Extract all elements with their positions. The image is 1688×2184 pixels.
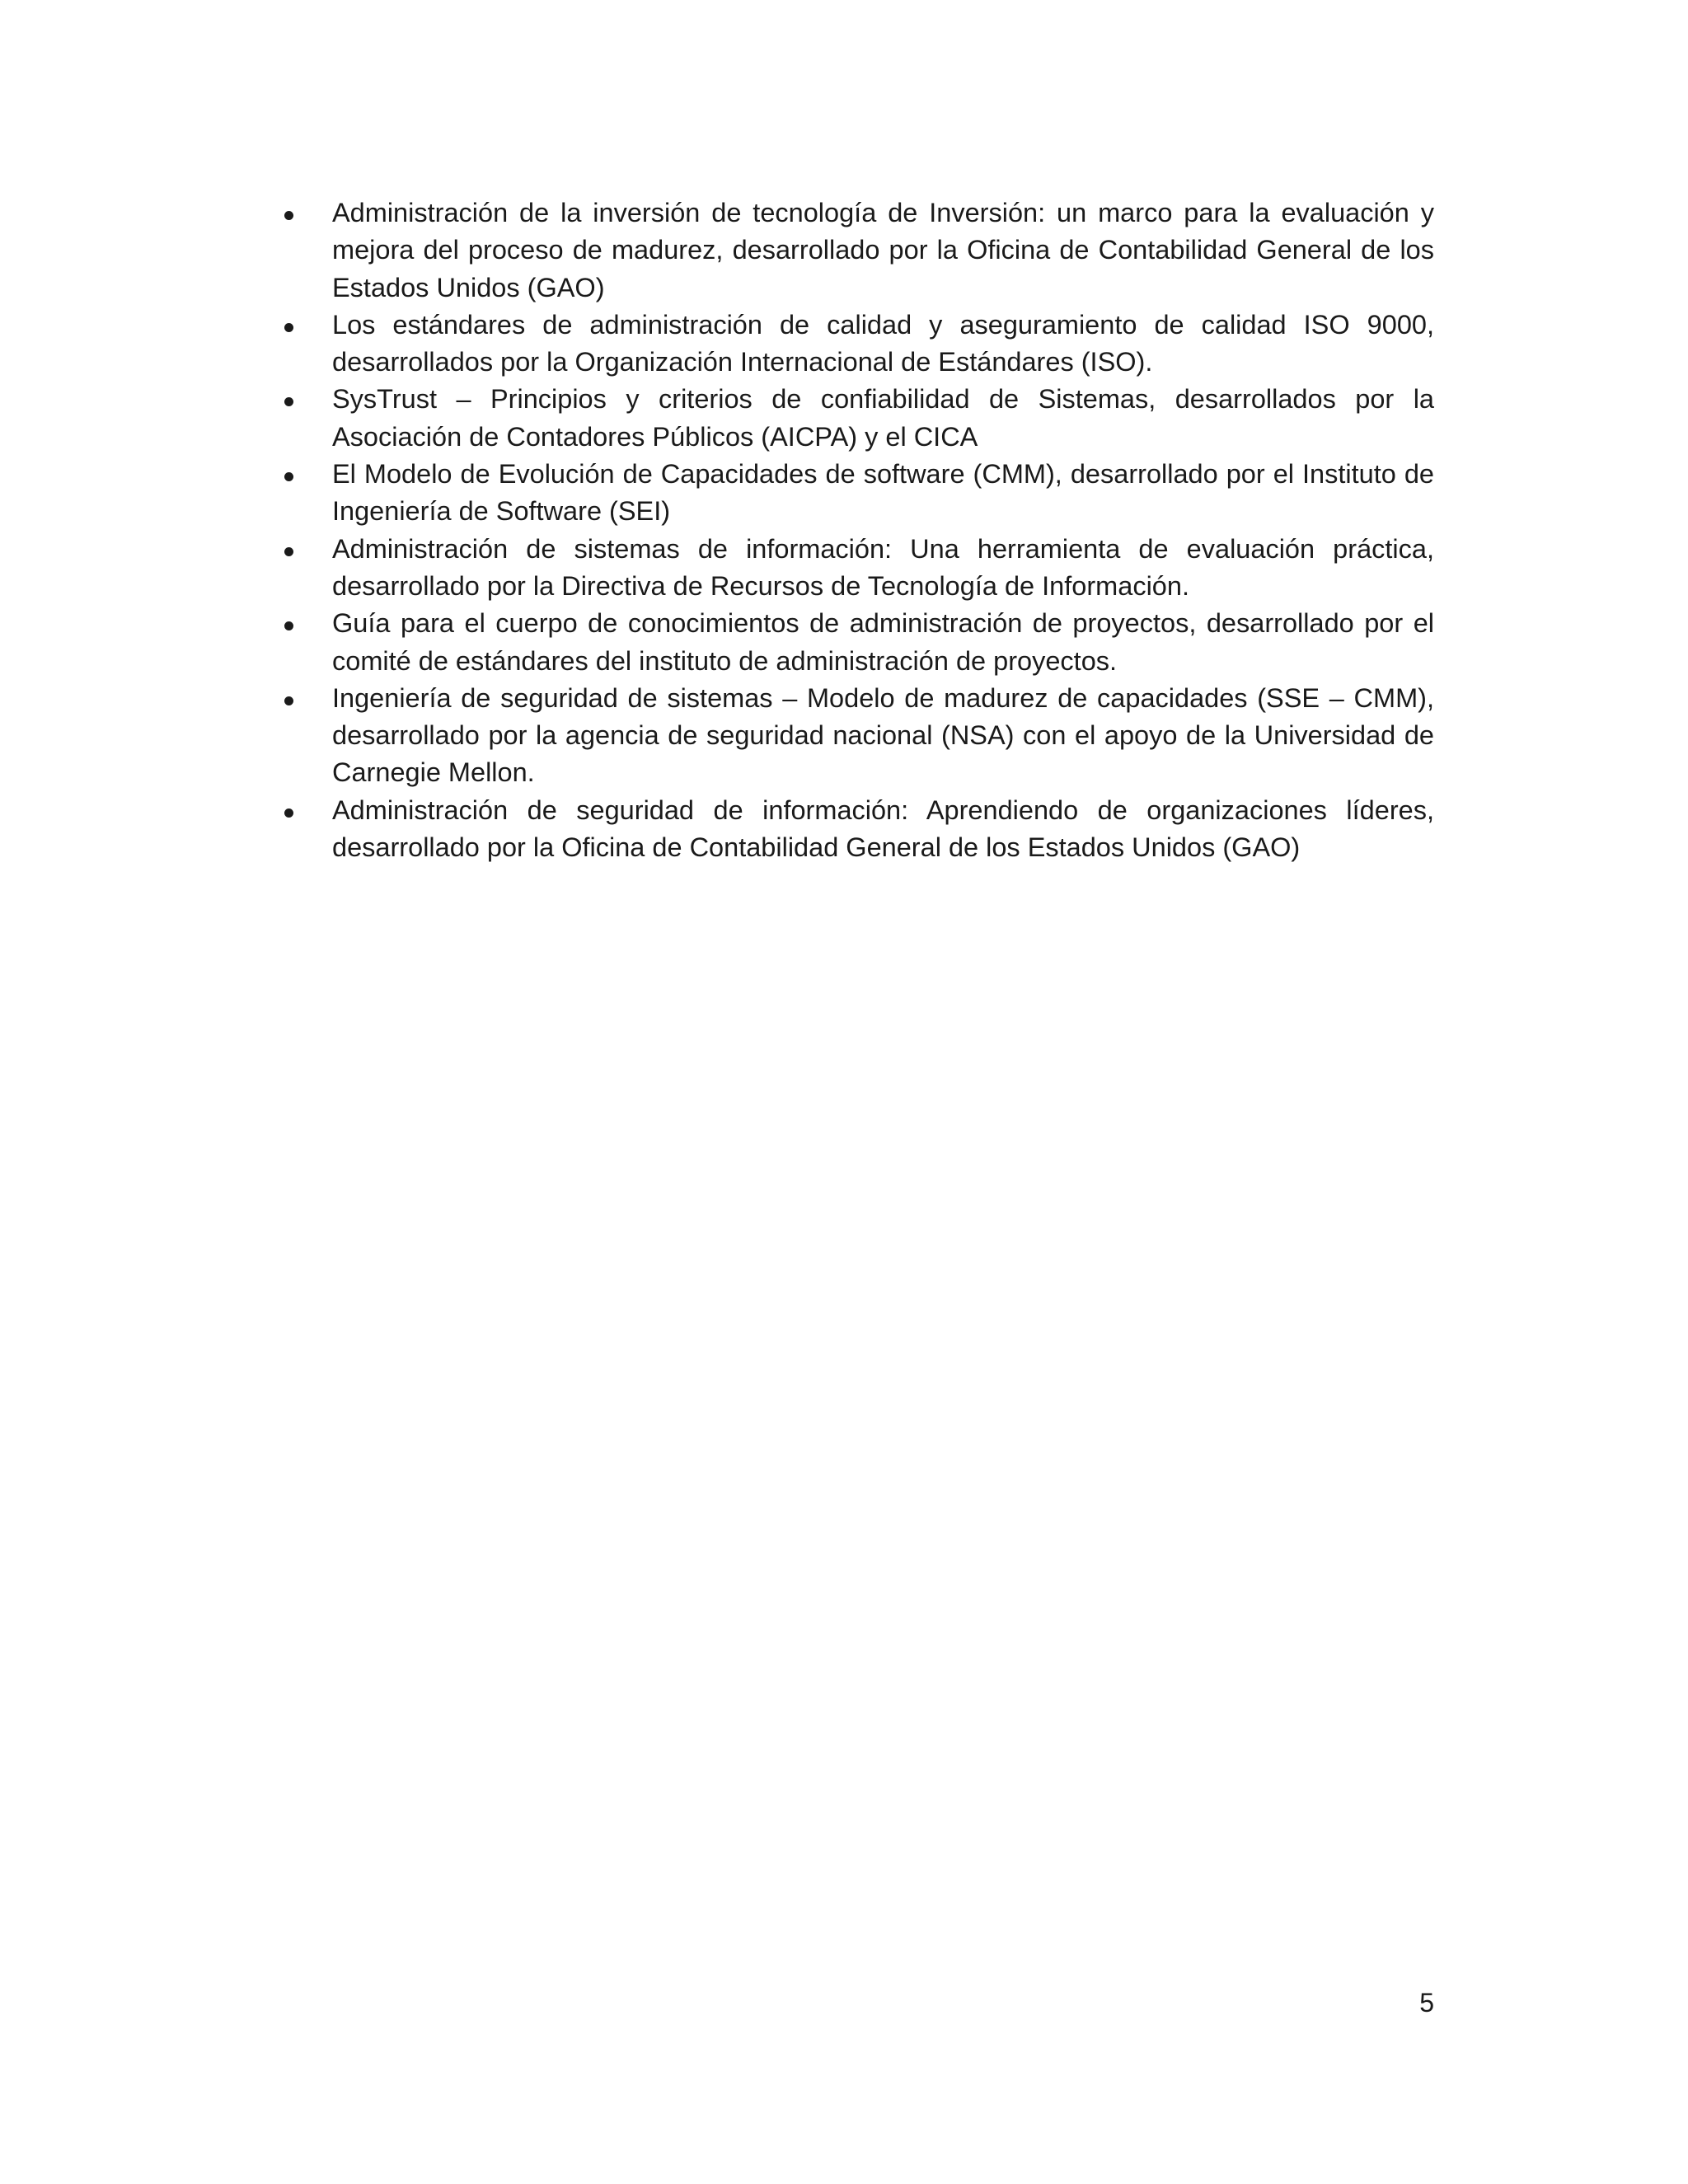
- list-item: [280, 792, 1434, 867]
- list-item-text: Ingeniería de seguridad de sistemas – Modelo de madurez de capacidades (SSE – CMM), desarrollado por la agencia de seguridad nacional (NSA) con el apoyo de la Universidad de Carnegie Mellon.: [332, 682, 1434, 788]
- bullet-icon: [284, 211, 293, 220]
- list-item: [280, 680, 1434, 792]
- list-item-text: Administración de sistemas de información: Una herramienta de evaluación práctica, desarrollado por la Directiva de Recursos de Tecnología de Información.: [332, 533, 1434, 601]
- list-item-text: Administración de seguridad de información: Aprendiendo de organizaciones líderes, desarrollado por la Oficina de Contabilidad General de los Estados Unidos (GAO): [332, 794, 1434, 863]
- bullet-icon: [284, 323, 293, 332]
- list-item: [280, 456, 1434, 531]
- bullet-icon: [284, 808, 293, 818]
- list-item-text: Guía para el cuerpo de conocimientos de administración de proyectos, desarrollado por el comité de estándares del instituto de administración de proyectos.: [332, 608, 1434, 676]
- bullet-icon: [284, 696, 293, 705]
- list-item-text: El Modelo de Evolución de Capacidades de software (CMM), desarrollado por el Instituto de Ingeniería de Software (SEI): [332, 459, 1434, 527]
- bullet-icon: [284, 547, 293, 556]
- list-item-text: SysTrust – Principios y criterios de confiabilidad de Sistemas, desarrollados por la Asociación de Contadores Públicos (AICPA) y el CICA: [332, 384, 1434, 452]
- list-item-text: Los estándares de administración de calidad y aseguramiento de calidad ISO 9000, desarrollados por la Organización Internacional de Estándares (ISO).: [332, 309, 1434, 377]
- bullet-list: [280, 194, 1434, 866]
- bullet-icon: [284, 621, 293, 630]
- list-item: [280, 381, 1434, 456]
- page-number: 5: [1419, 1988, 1434, 2018]
- list-item: [280, 531, 1434, 606]
- list-item-text: Administración de la inversión de tecnología de Inversión: un marco para la evaluación y mejora del proceso de madurez, desarrollado por la Oficina de Contabilidad General de los Estados Unidos (GAO): [332, 198, 1434, 302]
- list-item: [280, 307, 1434, 382]
- bullet-icon: [284, 397, 293, 406]
- bullet-icon: [284, 472, 293, 481]
- list-item: [280, 605, 1434, 680]
- list-item: [280, 194, 1434, 307]
